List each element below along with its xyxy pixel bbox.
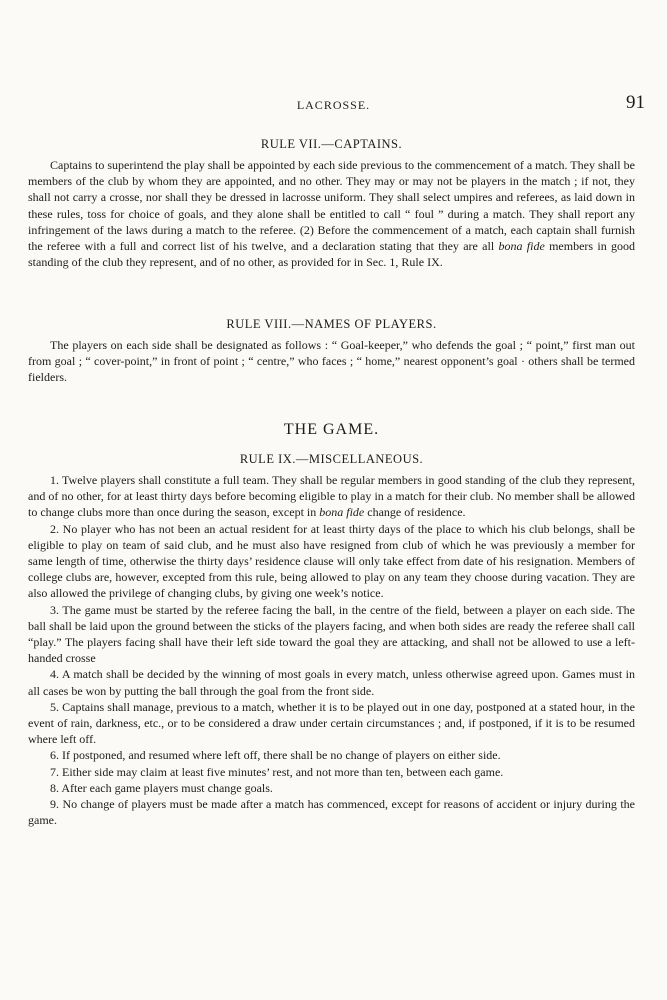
rule-7-paragraph: Captains to superintend the play shall be appointed by each side previous to the commencement of a match. They shall be members of the club by whom they are appointed, and no other. They may or may not be players in the match ; if not, they shall not carry a crosse, nor shall they be dressed in lacrosse uniform. They shall select umpires and referees, as laid down in these rules, toss for choice of goals, and they alone shall be entitled to call “ foul ” during a match. They shall report any infringement of the laws during a match to the referee. (2) Before the commencement of a match, each captain shall furnish the referee with a full and correct list of his twelve, and a declaration stating that they are all bona fide members in good standing of the club they represent, and of no other, as provided for in Sec. 1, Rule IX.: [28, 158, 635, 270]
rule-7-body: [28, 157, 635, 270]
rule-8-body: [28, 337, 635, 386]
rule-9-heading: RULE IX.—MISCELLANEOUS.: [239, 452, 424, 466]
rule-8-section: [28, 316, 635, 332]
section-9: 9. No change of players must be made after a match has commenced, except for reasons of accident or injury during the game.: [28, 797, 635, 828]
rule-7-heading: RULE VII.—CAPTAINS.: [260, 137, 403, 151]
rule-7-section: [28, 136, 635, 152]
running-title: LACROSSE.: [296, 98, 371, 112]
game-heading: THE GAME.: [283, 421, 380, 438]
italic-phrase: bona fide: [498, 239, 545, 254]
running-head: [0, 92, 667, 113]
page-number: 91: [626, 92, 645, 113]
rule-9-section: [28, 451, 635, 467]
section-6: 6. If postponed, and resumed where left off, there shall be no change of players on either side.: [50, 748, 501, 763]
section-4: 4. A match shall be decided by the winning of most goals in every match, unless otherwise agreed upon. Games must in all cases be won by putting the ball through the goal from the front side.: [28, 667, 635, 698]
section-8: 8. After each game players must change goals.: [50, 780, 273, 795]
section-2: 2. No player who has not been an actual resident for at least thirty days of the place to which his club belongs, shall be eligible to play on team of said club, and he must also have resigned from club of which he was previously a member for same length of time, otherwise the thirty days’ residence clause will only take effect from date of his resignation. Members of college clubs are, however, excepted from this rule, being allowed to play on any team they choose during vacation. They are also allowed the privilege of changing clubs, by giving one week’s notice.: [28, 521, 635, 601]
rule-9-body: [28, 472, 635, 828]
section-1: 1. Twelve players shall constitute a full team. They shall be regular members in good standing of the club they represent, and of no other, for at least thirty days before becoming eligible to play in a match for their club. No member shall be allowed to change clubs more than once during the season, except in bona fide change of residence.: [28, 473, 635, 520]
section-7: 7. Either side may claim at least five minutes’ rest, and not more than ten, between each game.: [50, 764, 504, 779]
section-3: 3. The game must be started by the referee facing the ball, in the centre of the field, between a player on each side. The ball shall be laid upon the ground between the sticks of the players facing, and when both sides are ready the referee shall call “play.” The players facing shall have their left side toward the goal they are attacking, and shall not be allowed to use a left-handed crosse: [28, 602, 635, 666]
rule-8-paragraph: The players on each side shall be designated as follows : “ Goal-keeper,” who defends the goal ; “ point,” first man out from goal ; “ cover-point,” in front of point ; “ centre,” who faces ; “ home,” nearest opponent’s goal · others shall be termed fielders.: [28, 338, 635, 385]
italic-phrase: bona fide: [319, 505, 365, 520]
section-5: 5. Captains shall manage, previous to a match, whether it is to be played out in one day, postponed at a stated hour, in the event of rain, darkness, etc., or to be considered a draw under certain circumstances ; and, if postponed, if it is to be resumed where left off.: [28, 699, 635, 747]
rule-8-heading: RULE VIII.—NAMES OF PLAYERS.: [226, 317, 437, 331]
game-section: [28, 420, 635, 440]
